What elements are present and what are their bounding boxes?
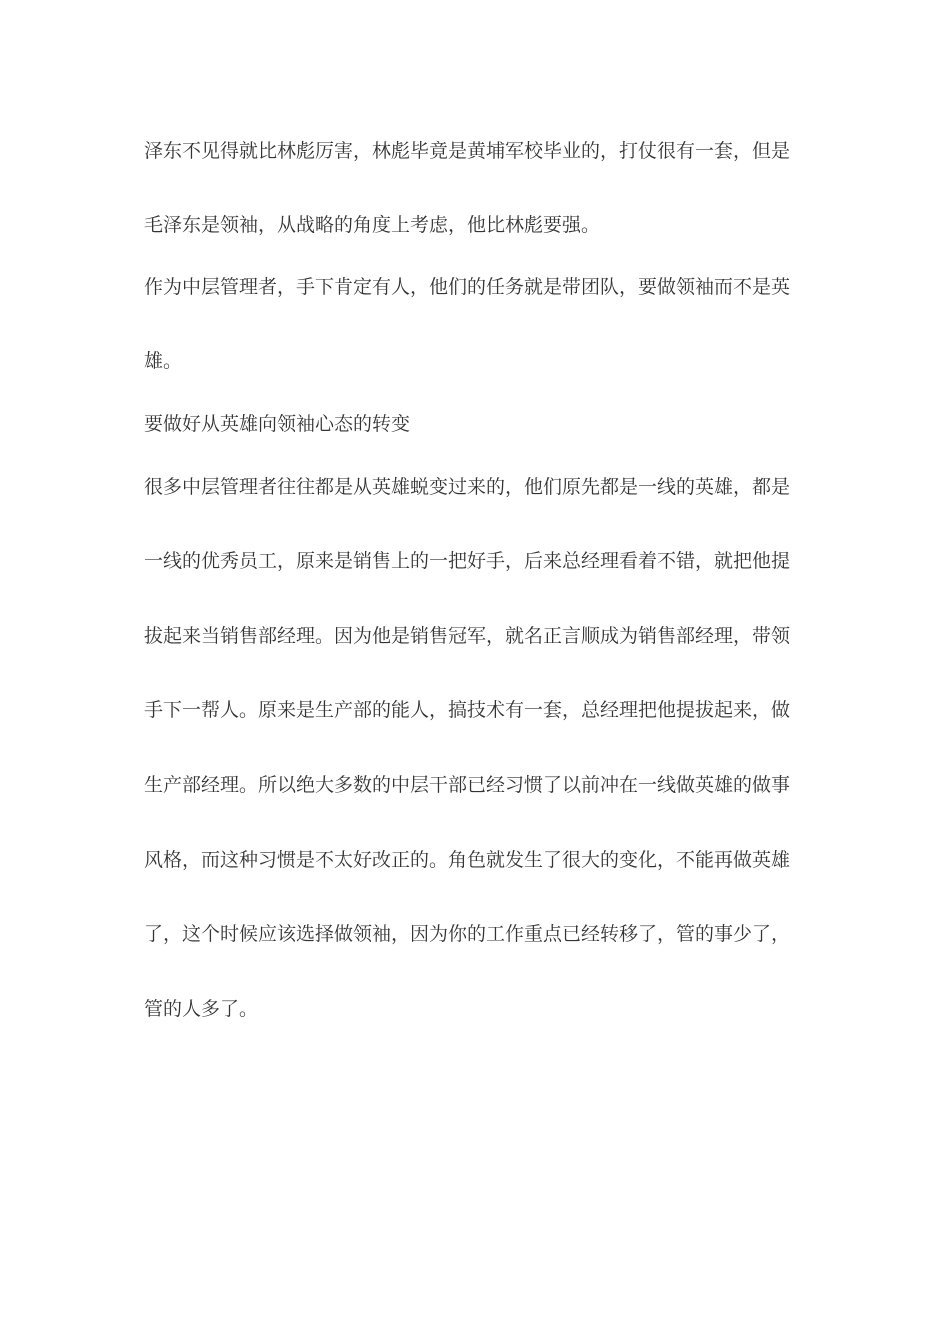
text-line: 一线的优秀员工，原来是销售上的一把好手，后来总经理看着不错，就把他提 [144,550,791,572]
text-line: 手下一帮人。原来是生产部的能人，搞技术有一套，总经理把他提拔起来，做 [144,699,791,721]
section-heading: 要做好从英雄向领袖心态的转变 [144,413,411,435]
text-line: 风格，而这种习惯是不太好改正的。角色就发生了很大的变化，不能再做英雄 [144,849,791,871]
text-line: 拔起来当销售部经理。因为他是销售冠军，就名正言顺成为销售部经理，带领 [144,625,791,647]
text-line: 了，这个时候应该选择做领袖，因为你的工作重点已经转移了，管的事少了， [144,923,791,945]
text-line: 作为中层管理者，手下肯定有人，他们的任务就是带团队，要做领袖而不是英 [144,276,791,298]
text-line: 泽东不见得就比林彪厉害，林彪毕竟是黄埔军校毕业的，打仗很有一套，但是 [144,140,791,162]
text-line: 管的人多了。 [144,998,259,1020]
text-line: 生产部经理。所以绝大多数的中层干部已经习惯了以前冲在一线做英雄的做事 [144,774,791,796]
text-line: 很多中层管理者往往都是从英雄蜕变过来的，他们原先都是一线的英雄，都是 [144,476,791,498]
text-line: 雄。 [144,350,183,372]
text-line: 毛泽东是领袖，从战略的角度上考虑，他比林彪要强。 [144,214,601,236]
